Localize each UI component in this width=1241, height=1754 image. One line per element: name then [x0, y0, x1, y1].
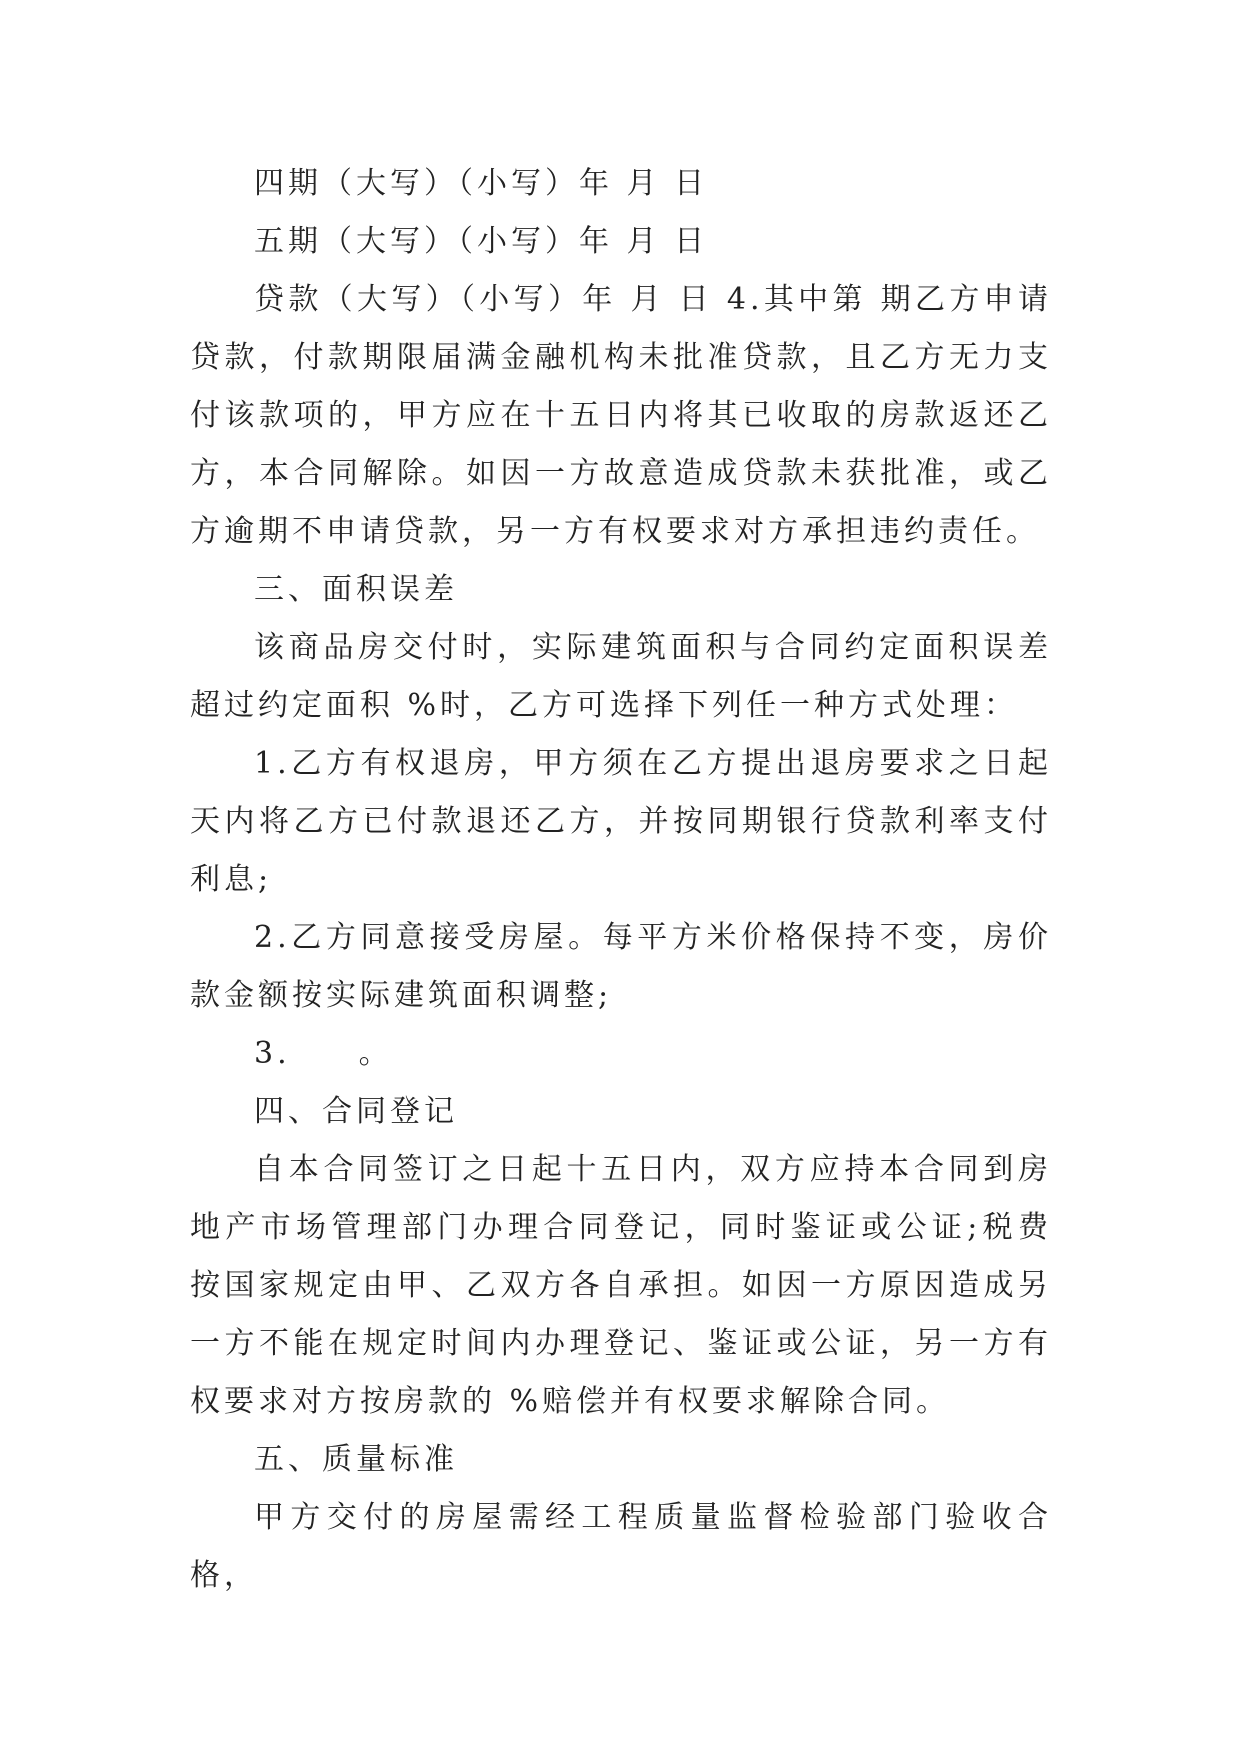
section-heading-contract-registration: 四、合同登记: [254, 1094, 458, 1129]
installment-four-line: 四期（大写）（小写）年 月 日: [254, 166, 709, 201]
quality-standard-paragraph: 甲方交付的房屋需经工程质量监督检验部门验收合格，: [190, 1500, 1052, 1593]
section-heading-quality-standard: 五、质量标准: [254, 1442, 458, 1477]
area-error-paragraph: 该商品房交付时，实际建筑面积与合同约定面积误差超过约定面积 %时，乙方可选择下列任一种方式处理：: [190, 630, 1052, 723]
loan-clause-paragraph: 贷款（大写）（小写）年 月 日 4.其中第 期乙方申请贷款，付款期限届满金融机构未批准贷款，且乙方无力支付该款项的，甲方应在十五日内将其已收取的房款返还乙方，本合同解除。如因一方故意造成贷款未获批准，或乙方逾期不申请贷款，另一方有权要求对方承担违约责任。: [190, 282, 1052, 549]
area-error-option-2: 2.乙方同意接受房屋。每平方米价格保持不变，房价款金额按实际建筑面积调整;: [190, 920, 1052, 1013]
area-error-option-1: 1.乙方有权退房，甲方须在乙方提出退房要求之日起 天内将乙方已付款退还乙方，并按同期银行贷款利率支付利息;: [190, 746, 1052, 897]
document-body: [190, 155, 1052, 1605]
installment-five-line: 五期（大写）（小写）年 月 日: [254, 224, 709, 259]
area-error-option-3: 3. 。: [254, 1036, 393, 1071]
contract-registration-paragraph: 自本合同签订之日起十五日内，双方应持本合同到房地产市场管理部门办理合同登记，同时鉴证或公证;税费按国家规定由甲、乙双方各自承担。如因一方原因造成另一方不能在规定时间内办理登记、鉴证或公证，另一方有权要求对方按房款的 %赔偿并有权要求解除合同。: [190, 1152, 1052, 1419]
section-heading-area-error: 三、面积误差: [254, 572, 458, 607]
